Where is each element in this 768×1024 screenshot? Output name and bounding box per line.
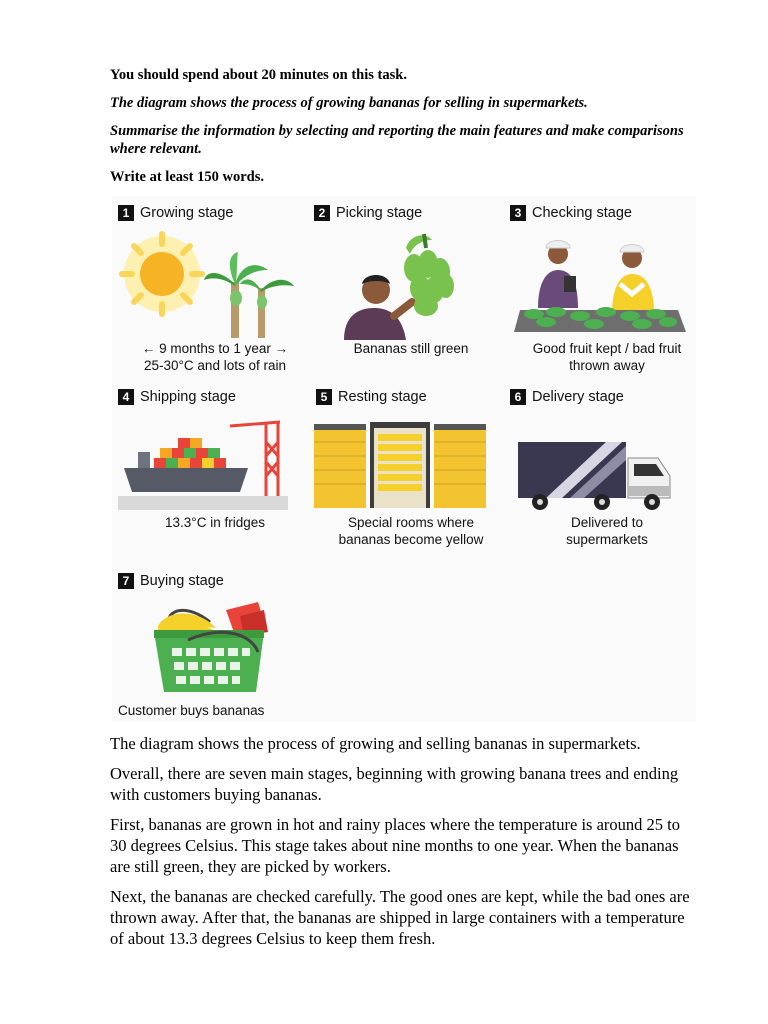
container-ship-icon [118,412,288,510]
stage-caption: thrown away [569,358,645,373]
growing-illustration [118,228,312,340]
ripening-rooms-icon [314,412,486,510]
essay-text [110,733,700,958]
stage-caption: Customer buys bananas [118,703,265,718]
stage-resting [314,388,508,548]
stage-caption: bananas become yellow [338,532,484,547]
shopping-basket-icon [140,596,290,696]
essay-paragraph: First, bananas are grown in hot and rainy places where the temperature is around 25 to 30 degrees Celsius. This stage takes about nine months to one year. When the bananas are still green, they are picked by workers. [110,815,680,876]
stage-number: 7 [118,573,134,589]
stage-delivery [510,388,704,548]
worker-with-green-bananas-icon [314,228,508,340]
stage-picking [314,204,508,357]
stage-caption: Special rooms where [347,515,475,530]
stage-title: Buying stage [140,573,224,589]
stage-shipping [118,388,312,531]
delivery-truck-icon [510,412,680,510]
stage-buying [118,572,312,719]
sun-and-banana-trees-icon [118,228,312,340]
stage-title: Growing stage [140,205,234,221]
stage-checking [510,204,704,374]
stage-number: 5 [316,389,332,405]
stage-caption: Delivered to [570,515,644,530]
stage-number: 1 [118,205,134,221]
stage-caption: 25-30°C and lots of rain [144,358,286,373]
stage-caption: ← 9 months to 1 year → [141,341,289,356]
essay-paragraph: The diagram shows the process of growing and selling bananas in supermarkets. [110,734,641,753]
task-prompt: The diagram shows the process of growing bananas for selling in supermarkets. [110,95,588,111]
banana-process-diagram [112,196,696,722]
task-time: You should spend about 20 minutes on this task. [110,67,407,83]
task-instruction: Summarise the information by selecting and reporting the main features and make comparisons where relevant. [110,123,684,157]
checking-illustration [510,228,704,340]
stage-number: 6 [510,389,526,405]
stage-title: Checking stage [532,205,632,221]
stage-title: Delivery stage [532,389,624,405]
stage-number: 3 [510,205,526,221]
task-instructions [110,66,700,186]
stage-title: Shipping stage [140,389,236,405]
stage-growing [118,204,312,374]
stage-number: 2 [314,205,330,221]
stage-caption: supermarkets [566,532,648,547]
stage-number: 4 [118,389,134,405]
essay-paragraph: Next, the bananas are checked carefully. The good ones are kept, while the bad ones are thrown away. After that, the bananas are shipped in large containers with a temperature of about 13.3 degrees Celsius to keep them fresh. [110,887,690,948]
stage-caption: 13.3°C in fridges [165,515,265,530]
workers-checking-bananas-icon [510,228,690,340]
stage-title: Picking stage [336,205,423,221]
resting-illustration [314,412,508,510]
picking-illustration [314,228,508,340]
essay-paragraph: Overall, there are seven main stages, beginning with growing banana trees and ending with customers buying bananas. [110,764,679,804]
shipping-illustration [118,412,312,510]
task-word-count: Write at least 150 words. [110,169,264,185]
delivery-illustration [510,412,704,510]
buying-illustration [140,596,312,696]
stage-caption: Good fruit kept / bad fruit [532,341,682,356]
stage-title: Resting stage [338,389,427,405]
stage-caption: Bananas still green [353,341,469,356]
